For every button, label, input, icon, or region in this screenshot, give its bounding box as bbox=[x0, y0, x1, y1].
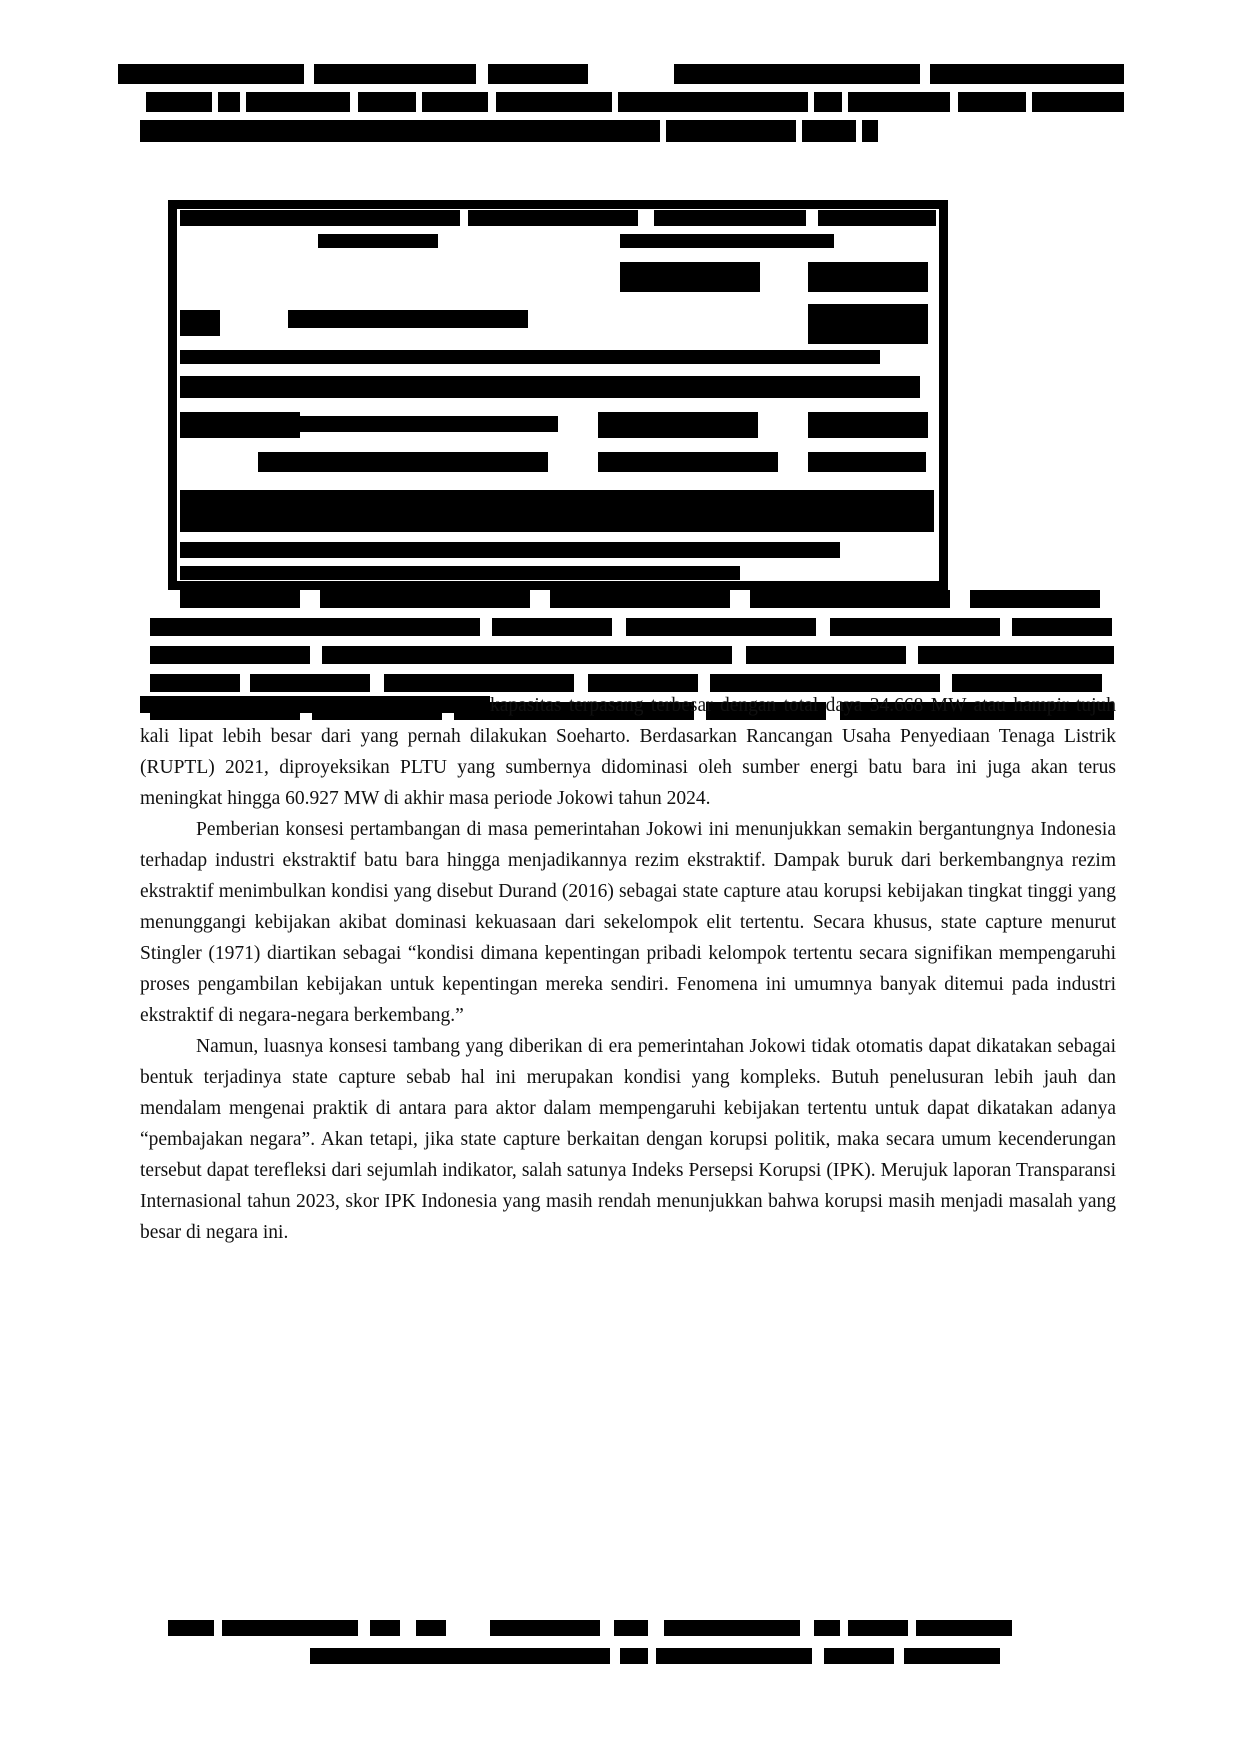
redaction-bar bbox=[674, 64, 920, 84]
redaction-bar bbox=[666, 120, 796, 142]
redaction-bar bbox=[862, 120, 878, 142]
redaction-bar bbox=[222, 1620, 358, 1636]
leading-redaction bbox=[140, 696, 490, 713]
note-line bbox=[140, 618, 1120, 640]
redaction-bar bbox=[746, 646, 906, 664]
paragraph-3 bbox=[140, 1031, 1116, 1248]
redaction-bar bbox=[750, 590, 950, 608]
redaction-bar bbox=[830, 618, 1000, 636]
redaction-bar bbox=[246, 92, 350, 112]
redaction-bar bbox=[918, 646, 1114, 664]
redaction-bar bbox=[496, 92, 612, 112]
redaction-bar bbox=[320, 590, 530, 608]
table-cell-redaction bbox=[288, 310, 528, 328]
table-cell-redaction bbox=[808, 262, 928, 292]
redaction-bar bbox=[370, 1620, 400, 1636]
paragraph-2 bbox=[140, 814, 1116, 1031]
table-cell-redaction bbox=[180, 210, 460, 226]
table-cell-redaction bbox=[620, 234, 834, 248]
redaction-bar bbox=[150, 618, 480, 636]
redaction-bar bbox=[848, 92, 950, 112]
redaction-bar bbox=[310, 1648, 610, 1664]
redaction-bar bbox=[814, 1620, 840, 1636]
table-cell-redaction bbox=[654, 210, 806, 226]
redaction-bar bbox=[814, 92, 842, 112]
redaction-bar bbox=[848, 1620, 908, 1636]
redaction-bar bbox=[1032, 92, 1124, 112]
redaction-bar bbox=[656, 1648, 812, 1664]
redaction-bar bbox=[958, 92, 1026, 112]
redaction-bar bbox=[492, 618, 612, 636]
redaction-bar bbox=[618, 92, 808, 112]
note-line bbox=[140, 590, 1120, 612]
redaction-bar bbox=[620, 1648, 648, 1664]
redaction-bar bbox=[802, 120, 856, 142]
header-line bbox=[118, 92, 1124, 114]
header-line bbox=[118, 64, 1124, 86]
table-cell-redaction bbox=[180, 350, 880, 364]
redaction-bar bbox=[1012, 618, 1112, 636]
paragraph-2-text: Pemberian konsesi pertambangan di masa pemerintahan Jokowi ini menunjukkan semakin bergantungnya Indonesia terhadap industri ekstraktif batu bara hingga menjadikannya rezim ekstraktif. Dampak buruk dari berkembangnya rezim ekstraktif menimbulkan kondisi yang disebut Durand (2016) sebagai state capture atau korupsi kebijakan tingkat tinggi yang menunggangi kebijakan akibat dominasi kekuasaan dari sekelompok elit tertentu. Secara khusus, state capture menurut Stingler (1971) diartikan sebagai “kondisi dimana kepentingan pribadi kelompok tertentu secara signifikan mempengaruhi proses pengambilan kebijakan untuk kepentingan mereka sendiri. Fenomena ini umumnya banyak ditemui pada industri ekstraktif di negara-negara berkembang.” bbox=[140, 819, 1116, 1026]
table-cell-redaction bbox=[318, 234, 438, 248]
redaction-bar bbox=[168, 1620, 214, 1636]
footer-redaction-note bbox=[160, 1676, 161, 1677]
footer-line bbox=[160, 1648, 1020, 1670]
table-cell-redaction bbox=[180, 310, 220, 336]
redaction-bar bbox=[218, 92, 240, 112]
redaction-bar bbox=[358, 92, 416, 112]
redaction-bar bbox=[614, 1620, 648, 1636]
header-line bbox=[118, 120, 1124, 142]
header-redaction-note bbox=[118, 148, 119, 149]
redaction-bar bbox=[916, 1620, 1012, 1636]
table-cell-redaction bbox=[620, 262, 760, 292]
redaction-bar bbox=[146, 92, 212, 112]
redaction-bar bbox=[322, 646, 732, 664]
table-cell-redaction bbox=[180, 490, 934, 532]
table-cell-redaction bbox=[258, 416, 558, 432]
redaction-bar bbox=[314, 64, 476, 84]
body-text bbox=[140, 690, 1116, 1248]
redaction-bar bbox=[970, 590, 1100, 608]
table-cell-redaction bbox=[598, 452, 778, 472]
document-header bbox=[118, 64, 1124, 148]
note-line bbox=[140, 646, 1120, 668]
redaction-bar bbox=[550, 590, 730, 608]
redaction-bar bbox=[150, 646, 310, 664]
redaction-bar bbox=[140, 120, 660, 142]
redaction-bar bbox=[488, 64, 588, 84]
data-table bbox=[168, 200, 948, 590]
redaction-bar bbox=[180, 590, 300, 608]
redaction-bar bbox=[824, 1648, 894, 1664]
redaction-bar bbox=[930, 64, 1124, 84]
table-cell-redaction bbox=[598, 412, 758, 438]
table-cell-redaction bbox=[180, 376, 920, 398]
document-footer bbox=[160, 1620, 1020, 1676]
table-cell-redaction bbox=[808, 452, 926, 472]
table-cell-redaction bbox=[180, 542, 840, 558]
redaction-bar bbox=[490, 1620, 600, 1636]
table-cell-redaction bbox=[808, 412, 928, 438]
table-cell-redaction bbox=[180, 566, 740, 580]
redaction-bar bbox=[416, 1620, 446, 1636]
table-cell-redaction bbox=[468, 210, 638, 226]
table-cell-redaction bbox=[818, 210, 936, 226]
redaction-bar bbox=[422, 92, 488, 112]
paragraph-1-text: kapasitas terpasang terbesar dengan total daya 34.668 MW atau hampir tujuh kali lipat lebih besar dari yang pernah dilakukan Soeharto. Berdasarkan Rancangan Usaha Penyediaan Tenaga Listrik (RUPTL) 2021, diproyeksikan PLTU yang sumbernya didominasi oleh sumber energi batu bara ini juga akan terus meningkat hingga 60.927 MW di akhir masa periode Jokowi tahun 2024. bbox=[140, 695, 1116, 809]
redaction-bar bbox=[626, 618, 816, 636]
paragraph-3-text: Namun, luasnya konsesi tambang yang diberikan di era pemerintahan Jokowi tidak otomatis dapat dikatakan sebagai bentuk terjadinya state capture sebab hal ini merupakan kondisi yang kompleks. Butuh penelusuran lebih jauh dan mendalam mengenai praktik di antara para aktor dalam mempengaruhi kebijakan tertentu untuk dapat dikatakan adanya “pembajakan negara”. Akan tetapi, jika state capture berkaitan dengan korupsi politik, maka secara umum kecenderungan tersebut dapat terefleksi dari sejumlah indikator, salah satunya Indeks Persepsi Korupsi (IPK). Merujuk laporan Transparansi Internasional tahun 2023, skor IPK Indonesia yang masih rendah menunjukkan bahwa korupsi masih menjadi masalah yang besar di negara ini. bbox=[140, 1036, 1116, 1243]
redaction-bar bbox=[904, 1648, 1000, 1664]
table-cell-redaction bbox=[808, 304, 928, 344]
table-cell-redaction bbox=[258, 452, 548, 472]
redaction-bar bbox=[118, 64, 304, 84]
paragraph-1 bbox=[140, 690, 1116, 814]
redaction-bar bbox=[664, 1620, 800, 1636]
footer-line bbox=[160, 1620, 1020, 1642]
